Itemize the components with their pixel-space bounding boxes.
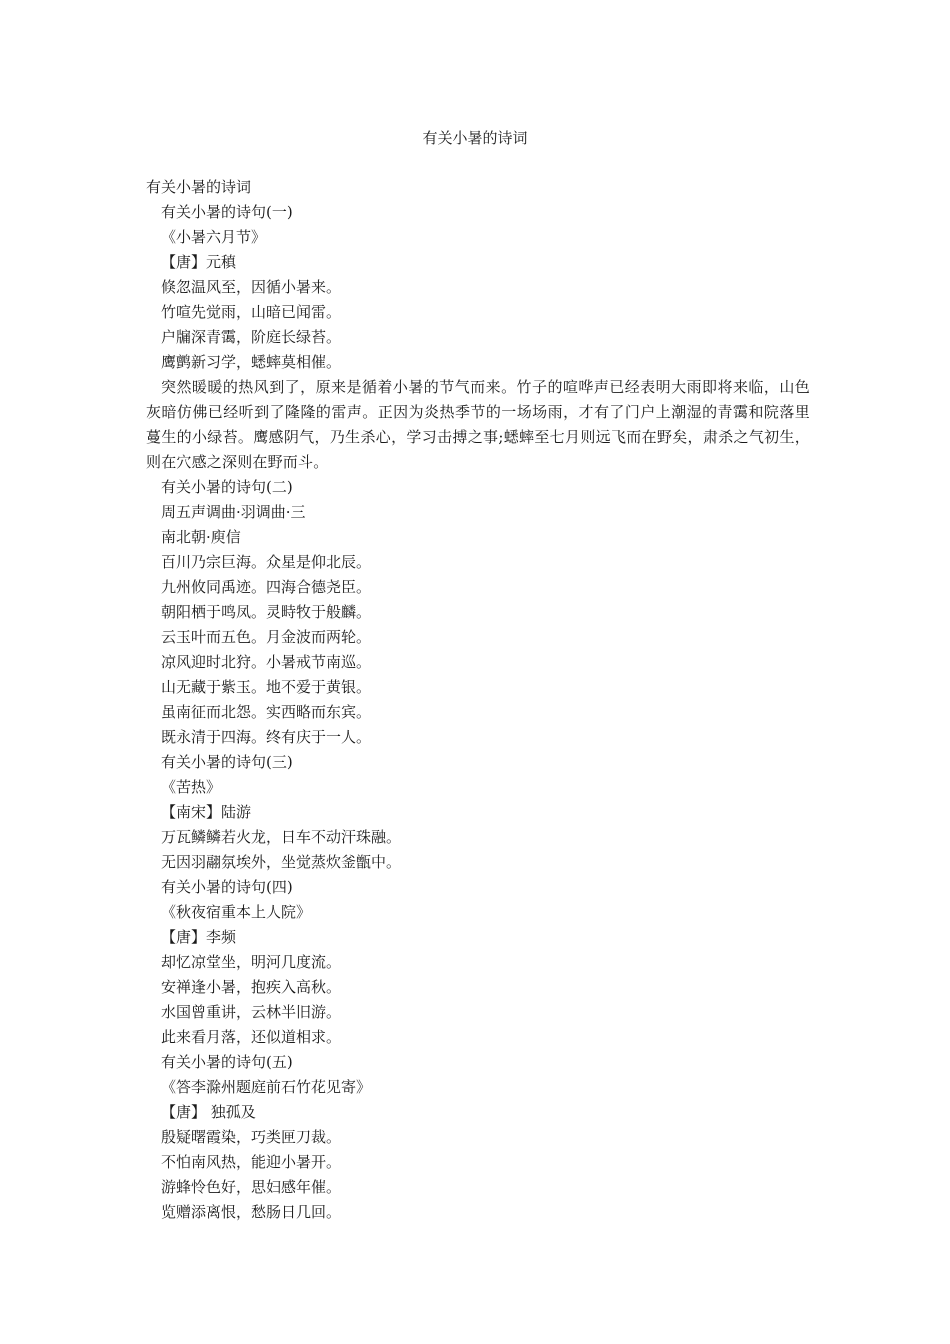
text-line: 鹰鹯新习学，蟋蟀莫相催。: [161, 353, 342, 371]
text-line: 有关小暑的诗句(一): [161, 203, 293, 221]
text-line: 九州攸同禹迹。四海合德尧臣。: [161, 578, 372, 596]
text-line: 户牖深青霭，阶庭长绿苔。: [161, 328, 342, 346]
text-line: 《苦热》: [161, 778, 222, 796]
document-body: [146, 175, 810, 1225]
text-line: 周五声调曲·羽调曲·三: [161, 503, 306, 521]
text-line: 竹喧先觉雨，山暗已闻雷。: [161, 303, 342, 321]
text-line: 此来看月落，还似道相求。: [161, 1028, 342, 1046]
text-line: 有关小暑的诗句(五): [161, 1053, 293, 1071]
text-line: 有关小暑的诗句(四): [161, 878, 293, 896]
text-line: 有关小暑的诗词: [146, 178, 252, 196]
text-line: 《秋夜宿重本上人院》: [161, 903, 312, 921]
text-line: 不怕南风热，能迎小暑开。: [161, 1153, 342, 1171]
text-line: 《小暑六月节》: [161, 228, 267, 246]
text-line: 凉风迎时北狩。小暑戒节南巡。: [161, 653, 372, 671]
text-line: 山无藏于紫玉。地不爱于黄银。: [161, 678, 372, 696]
text-line: 万瓦鳞鳞若火龙，日车不动汗珠融。: [161, 828, 402, 846]
text-line: 游蜂怜色好，思妇感年催。: [161, 1178, 342, 1196]
page-title: 有关小暑的诗词: [422, 129, 528, 147]
text-line: 【唐】李频: [161, 928, 237, 946]
body-paragraph: 突然暖暖的热风到了，原来是循着小暑的节气而来。竹子的喧哗声已经表明大雨即将来临，山色灰暗仿佛已经听到了隆隆的雷声。正因为炎热季节的一场场雨，才有了门户上潮湿的青霭和院落里蔓生的小绿苔。鹰感阴气，乃生杀心，学习击搏之事;蟋蟀至七月则远飞而在野矣，肃杀之气初生，则在穴感之深则在野而斗。: [146, 378, 810, 471]
text-line: 百川乃宗巨海。众星是仰北辰。: [161, 553, 372, 571]
text-line: 云玉叶而五色。月金波而两轮。: [161, 628, 372, 646]
text-line: 有关小暑的诗句(二): [161, 478, 293, 496]
text-line: 有关小暑的诗句(三): [161, 753, 293, 771]
text-line: 既永清于四海。终有庆于一人。: [161, 728, 372, 746]
text-line: 【南宋】陆游: [161, 803, 252, 821]
text-line: 览赠添离恨，愁肠日几回。: [161, 1203, 342, 1221]
text-line: 倏忽温风至，因循小暑来。: [161, 278, 342, 296]
text-line: 《答李滁州题庭前石竹花见寄》: [161, 1078, 372, 1096]
text-line: 无因羽翮氛埃外，坐觉蒸炊釜甑中。: [161, 853, 402, 871]
text-line: 却忆凉堂坐，明河几度流。: [161, 953, 342, 971]
text-line: 【唐】元稹: [161, 253, 237, 271]
text-line: 南北朝·庾信: [161, 528, 241, 546]
text-line: 虽南征而北怨。实西略而东宾。: [161, 703, 372, 721]
text-line: 安禅逢小暑，抱疾入高秋。: [161, 978, 342, 996]
text-line: 水国曾重讲，云林半旧游。: [161, 1003, 342, 1021]
text-line: 朝阳栖于鸣凤。灵畤牧于般麟。: [161, 603, 372, 621]
text-line: 【唐】 独孤及: [161, 1103, 256, 1121]
text-line: 殷疑曙霞染，巧类匣刀裁。: [161, 1128, 342, 1146]
